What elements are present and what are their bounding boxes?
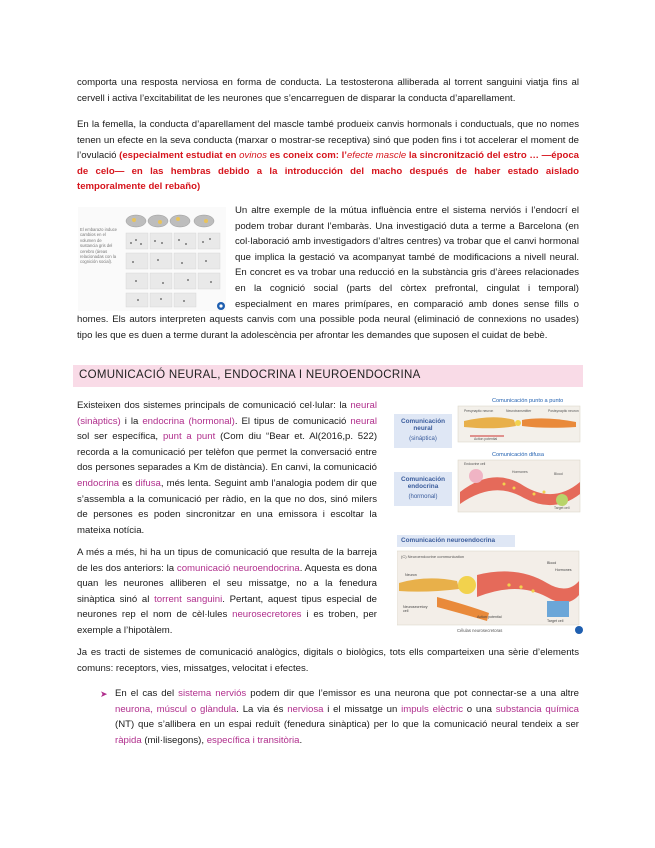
p4-t3: . El tipus de comunicació xyxy=(234,415,351,427)
figure2-small-5: Endocrine cell xyxy=(464,462,486,466)
p4-t6: es xyxy=(119,477,136,489)
figure3-footer: Células neurosecretoras xyxy=(457,628,503,633)
p4-t2: i la xyxy=(120,415,143,427)
figure2-label-endocrine: Comunicación endocrina xyxy=(400,476,446,491)
p4-difusa: difusa xyxy=(135,477,161,489)
para2-red-efecte-mascle: efecte mascle xyxy=(346,150,407,162)
para2-red-3: la sincronització del estro … —época de celo— en las hembras debido a la introducción del macho después de haber estado aislado temporalmente del rebaño) xyxy=(77,150,579,193)
b1-neurona: neurona, múscul o glàndula xyxy=(115,703,237,715)
figure2-small-6: Hormones xyxy=(512,470,528,474)
b1-rapida: ràpida xyxy=(115,734,142,746)
p5-t1: A més a més, hi ha un tipus de comunicació que resulta de la barreja de les dos anteriors: la xyxy=(77,547,377,574)
communication-types-figure xyxy=(394,396,584,523)
b1-especifica: específica i transitòria xyxy=(206,734,300,746)
figure2-small-1: Presynaptic neuron xyxy=(464,409,494,413)
figure2-title-1: Comunicación punto a punto xyxy=(492,398,564,404)
p4-t5: (Com diu “Bear et. Al(2016,p. 522) recorda a la comunicació per telèfon que permet la conversació entre dos persones separades a Km de distància). En canvi, la comunicació xyxy=(77,431,378,474)
p4-neural-2: neural xyxy=(350,415,377,427)
b1-nerviosa: nerviosa xyxy=(287,703,324,715)
figure3-label-1: Neuron xyxy=(405,573,417,577)
p5-t3: . Pertant, aquest tipus especial de neurones rep el nom de cèl·lules xyxy=(77,593,377,621)
figure2-title-2: Comunicación difusa xyxy=(492,452,544,458)
paragraph-two-systems xyxy=(77,398,377,538)
figure3-label-3: Hormones xyxy=(555,568,572,572)
bullet-arrow-icon: ➤ xyxy=(100,689,108,699)
figure2-small-2: Neurotransmitter xyxy=(506,409,532,413)
p4-neural: neural (sinàptics) xyxy=(77,400,377,427)
figure1-caption: El embarazo induce cambios en el volumen de sustancia gris del cerebro (áreas relacionadas con la cognición social). xyxy=(80,227,118,265)
figure3-subtitle: (C) Neuroendocrine communication xyxy=(401,554,465,559)
p5-t4: i es troben, per exemple a l’hipotàlem. xyxy=(77,609,377,636)
neuroendocrine-figure xyxy=(397,535,583,635)
para2-text: En la femella, la conducta d’aparellament del mascle també produeix canvis hormonals i conductuals, que no nomes tenen un efecte en la seva conducta (marxar o mostrar-se receptiva) sinó que poden fins i tot accelerar el moment de l’ovulació xyxy=(77,119,579,162)
p4-punt-a-punt: punt a punt xyxy=(162,431,216,443)
figure3-label-4: Neurosecretory cell xyxy=(403,605,428,614)
b1-t2: podem dir que l’emissor es una neurona que pot connectar-se a una altre xyxy=(246,688,579,699)
figure2-small-3: Postsynaptic neuron xyxy=(548,409,579,413)
p5-neuroendocrina: comunicació neuroendocrina xyxy=(176,562,300,574)
figure2-small-8: Blood xyxy=(554,472,563,476)
section-heading-bar xyxy=(73,365,583,387)
b1-t7: (mil·lisegons), xyxy=(141,734,207,746)
communication-diagram xyxy=(394,396,584,523)
b1-t5: o una xyxy=(463,703,496,715)
b1-t3: . La via és xyxy=(236,703,288,715)
p5-neurosecretores: neurosecretores xyxy=(232,609,302,621)
p4-t7: , més lenta. Seguint amb l’analogia podem dir que s’assembla a la comunicació per ràdio, en la que no dos, sinó milers de persones es poden sincronitzar en una emissora i escoltar la mateixa notícia. xyxy=(77,477,377,536)
figure3-label-6: Target cell xyxy=(547,619,564,623)
figure2-label-neural-sub: (sináptica) xyxy=(409,436,437,442)
figure3-title: Comunicación neuroendocrina xyxy=(401,537,496,544)
p4-t1: Existeixen dos sistemes principals de comunicació cel·lular: la xyxy=(77,400,351,411)
paragraph-neuroendocrine xyxy=(77,545,377,639)
b1-t8: . xyxy=(299,734,303,746)
p5-t2: . Aquesta es dona quan les neurones alliberen el seu missatge, no a la fenedura sinàptica sinó al xyxy=(77,562,377,605)
b1-impuls: impuls elèctric xyxy=(401,703,463,715)
paragraph-testosterone: comporta una resposta nerviosa en forma de conducta. La testosterona alliberada al torrent sanguini viatja fins al cervell i activa l’excitabilitat de les neurones que s’encarreguen de disparar la conducta d’aparellament. xyxy=(77,77,579,104)
section-heading: COMUNICACIÓ NEURAL, ENDOCRINA I NEUROENDOCRINA xyxy=(79,369,421,381)
p5-torrent: torrent sanguini xyxy=(154,593,223,605)
paragraph-pregnancy: Un altre exemple de la mútua influència entre el sistema nerviós i l’endocrí el podem trobar durant l’embaràs. Una investigació duta a terme a Barcelona (en col·laboració amb investigadors d’altres centres) va trobar que el canvi hormonal que implica la gestació va acompanyat també de modificacions a nivell neural. En concret es va trobar una reducció en la substància gris d’àrees relacionades en la cognició social (parts del còrtex prefrontal, cingulat i temporal) especialment en mares primípares, en comparació amb dones sense fills o homes. Els autors interpreten aquests canvis com una possible poda neural (eliminació de connexions no usades) tipo les que es duen a terme durant la adolescència per afrontar les demandes que suposen el cuidat de bebè. xyxy=(77,205,579,341)
para2-red-1: (especialment estudiat en xyxy=(119,150,240,162)
bullet-nervous-system xyxy=(115,686,579,748)
b1-t6: (NT) que s’allibera en un espai reduït (fenedura sinàptica) per lo que la comunicació neural tendeix a ser xyxy=(115,719,579,731)
b1-t4: i el missatge un xyxy=(323,703,402,715)
b1-t1: En el cas del xyxy=(115,688,179,699)
figure3-label-5: Action potential xyxy=(477,615,502,619)
figure2-label-neural: Comunicación neural xyxy=(400,418,446,433)
figure2-small-7: Target cell xyxy=(554,506,570,510)
figure2-small-4: Action potential xyxy=(474,437,498,441)
figure2-label-endocrine-sub: (hormonal) xyxy=(408,494,438,500)
figure3-label-2: Blood xyxy=(547,561,557,565)
p4-t4: sol ser específica, xyxy=(77,431,163,443)
figure-wrap-spacer xyxy=(77,203,235,311)
p4-endocrina-2: endocrina xyxy=(77,477,120,489)
para2-red-2: es coneix com: l’ xyxy=(266,150,347,162)
para2-red-ovinos: ovinos xyxy=(239,150,267,162)
paragraph-common-elements: Ja es tracti de sistemes de comunicació analògics, digitals o biològics, tots ells comparteixen una sèrie d’elements comuns: receptors, vies, missatges, velocitat i efectes. xyxy=(77,647,579,674)
paragraph-female-behaviour xyxy=(77,117,579,195)
p4-endocrina: endocrina (hormonal) xyxy=(142,415,235,427)
b1-sistema-nervios: sistema nerviós xyxy=(178,688,247,699)
b1-substancia: substancia química xyxy=(495,703,579,715)
